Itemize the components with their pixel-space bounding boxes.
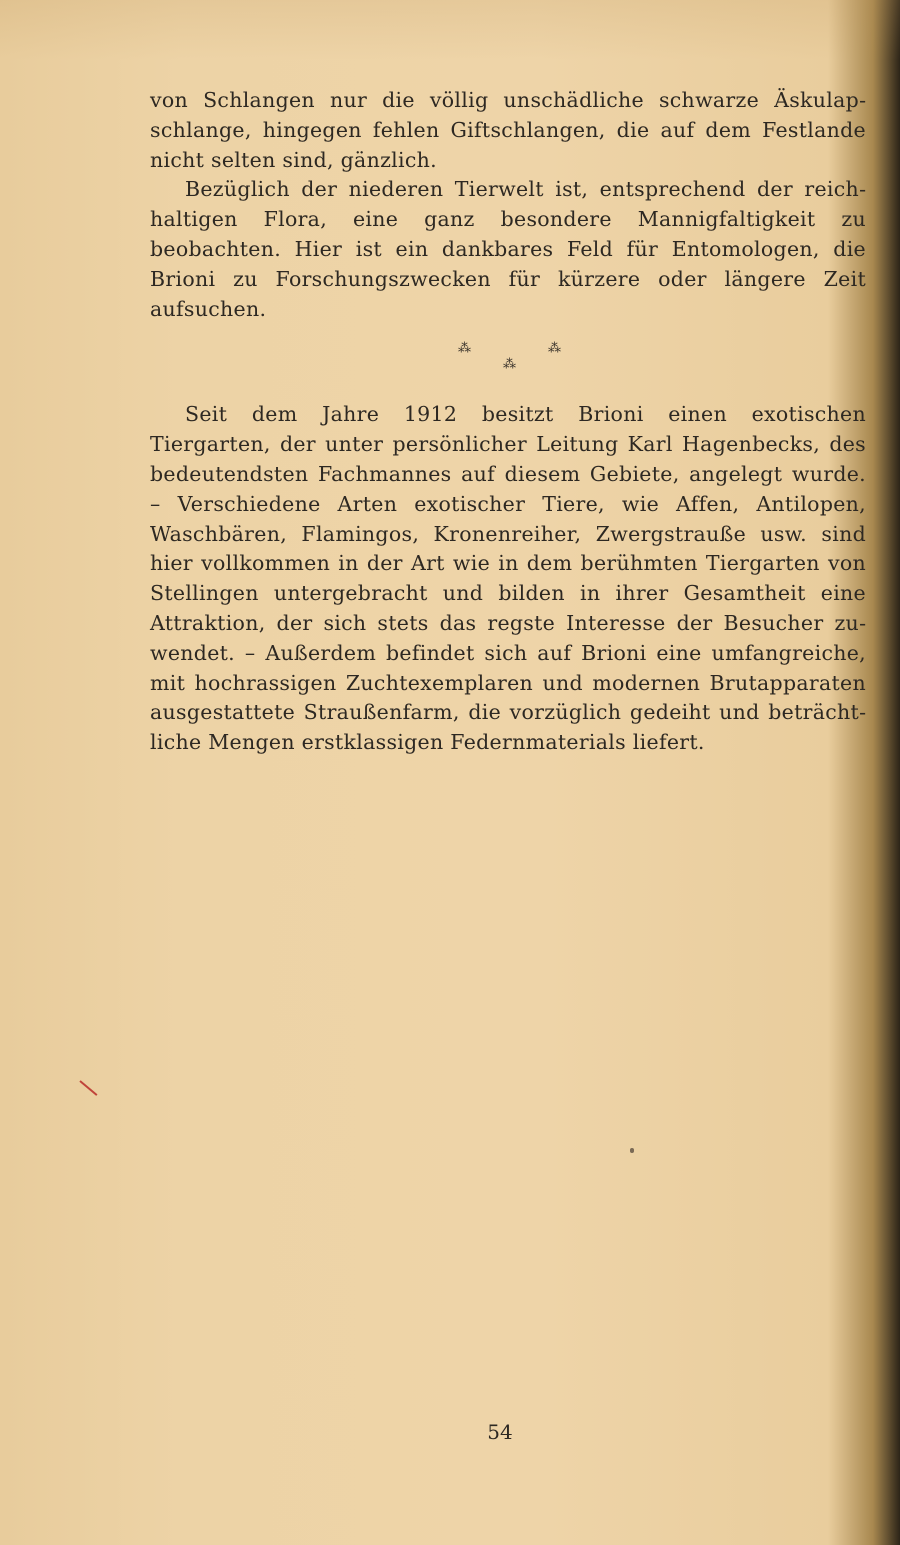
paragraph-snakes: von Schlangen nur die völlig unschädliche schwarze Äskulapschlange, hingegen fehlen Giftschlangen, die auf dem Festlande nicht selten sind, gänzlich.: [150, 88, 866, 172]
red-pencil-mark: [79, 1080, 97, 1096]
section-separator: [150, 330, 866, 382]
page-shading: [0, 0, 900, 60]
separator-star: ⁂: [503, 357, 517, 373]
separator-star: ⁂: [458, 341, 472, 357]
page-number: 54: [487, 1420, 513, 1444]
body-text: [150, 86, 866, 758]
separator-star: ⁂: [548, 341, 562, 357]
paragraph-zoo: Seit dem Jahre 1912 besitzt Brioni einen exotischen Tiergarten, der unter persönlicher Leitung Karl Hagenbecks, des bedeutendsten Fachmannes auf diesem Gebiete, angelegt wurde. – Verschiedene Arten exotischer Tiere, wie Affen, Antilopen, Waschbären, Flamingos, Kronenreiher, Zwergstrauße usw. sind hier vollkommen in der Art wie in dem berühmten Tiergarten von Stellingen untergebracht und bilden in ihrer Gesamtheit eine Attraktion, der sich stets das regste Interesse der Besucher zuwendet. – Außerdem befindet sich auf Brioni eine umfangreiche, mit hochrassigen Zuchtexemplaren und modernen Brutapparaten ausgestattete Straußenfarm, die vorzüglich gedeiht und beträchtliche Mengen erstklassigen Federnmaterials liefert.: [150, 402, 866, 755]
ink-spot: [630, 1148, 634, 1153]
paragraph-insects: Bezüglich der niederen Tierwelt ist, entsprechend der reichhaltigen Flora, eine ganz besondere Mannigfaltigkeit zu beobachten. Hier ist ein dankbares Feld für Entomologen, die Brioni zu Forschungszwecken für kürzere oder längere Zeit aufsuchen.: [150, 177, 866, 321]
